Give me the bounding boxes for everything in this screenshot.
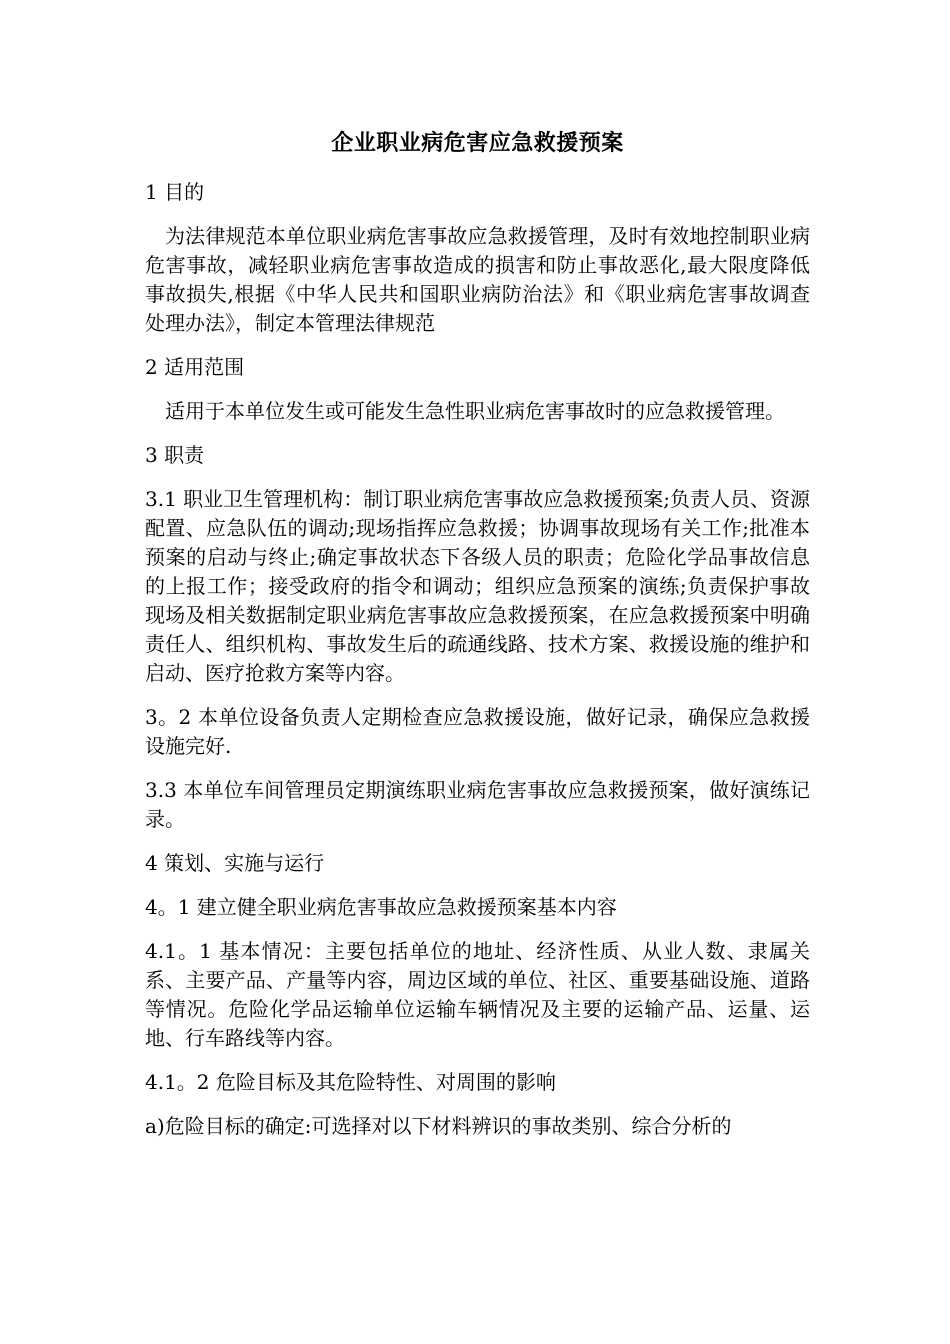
section-heading-scope: 2 适用范围: [145, 355, 245, 379]
page-title: 企业职业病危害应急救援预案: [331, 130, 624, 156]
paragraph-4-1-2: 4.1。2 危险目标及其危险特性、对周围的影响: [145, 1070, 556, 1094]
section-heading-planning: 4 策划、实施与运行: [145, 851, 325, 875]
paragraph-item-a: a)危险目标的确定:可选择对以下材料辨识的事故类别、综合分析的: [145, 1114, 732, 1138]
paragraph-purpose: 为法律规范本单位职业病危害事故应急救援管理，及时有效地控制职业病危害事故，减轻职业病危害事故造成的损害和防止事故恶化,最大限度降低事故损失,根据《中华人民共和国职业病防治法》和《职业病危害事故调查处理办法》，制定本管理法律规范: [145, 224, 810, 335]
paragraph-4-1: 4。1 建立健全职业病危害事故应急救援预案基本内容: [145, 895, 617, 919]
document-body: [145, 128, 810, 1156]
section-heading-duties: 3 职责: [145, 443, 205, 467]
paragraph-duty-3-3: 3.3 本单位车间管理员定期演练职业病危害事故应急救援预案，做好演练记录。: [145, 778, 810, 831]
paragraph-scope: 适用于本单位发生或可能发生急性职业病危害事故时的应急救援管理。: [165, 399, 785, 423]
paragraph-duty-3-2: 3。2 本单位设备负责人定期检查应急救援设施，做好记录，确保应急救援设施完好.: [145, 705, 810, 758]
section-heading-purpose: 1 目的: [145, 180, 205, 204]
paragraph-4-1-1: 4.1。1 基本情况：主要包括单位的地址、经济性质、从业人数、隶属关系、主要产品、产量等内容，周边区域的单位、社区、重要基础设施、道路等情况。危险化学品运输单位运输车辆情况及主要的运输产品、运量、运地、行车路线等内容。: [145, 939, 810, 1050]
paragraph-duty-3-1: 3.1 职业卫生管理机构：制订职业病危害事故应急救援预案;负责人员、资源配置、应急队伍的调动;现场指挥应急救援；协调事故现场有关工作;批准本预案的启动与终止;确定事故状态下各级人员的职责；危险化学品事故信息的上报工作；接受政府的指令和调动；组织应急预案的演练;负责保护事故现场及相关数据制定职业病危害事故应急救援预案，在应急救援预案中明确责任人、组织机构、事故发生后的疏通线路、技术方案、救援设施的维护和启动、医疗抢救方案等内容。: [145, 487, 810, 685]
